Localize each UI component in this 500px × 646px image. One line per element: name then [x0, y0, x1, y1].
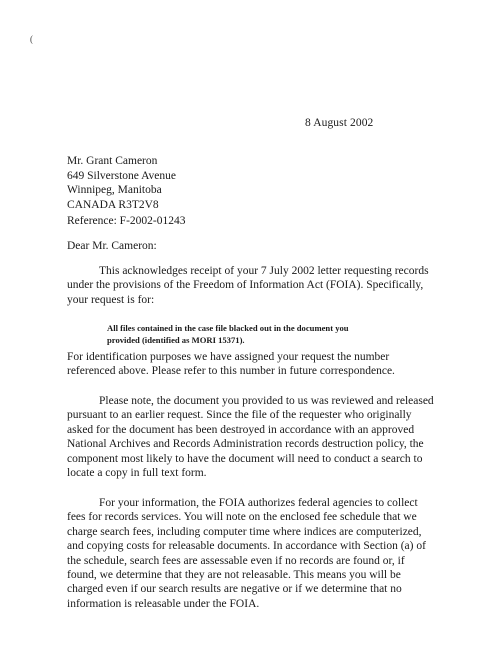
text-line: asked for the document has been destroyed in accordance with an approved — [67, 423, 415, 436]
text-line: your request is for: — [67, 293, 155, 306]
text-line: and copying costs for releasable documents. In accordance with Section (a) of — [67, 540, 426, 553]
request-quote — [107, 322, 407, 346]
paragraph-identification — [67, 350, 442, 379]
recipient-name: Mr. Grant Cameron — [67, 155, 158, 167]
text-line: For identification purposes we have assigned your request the number — [67, 351, 390, 363]
text-line: National Archives and Records Administration records destruction policy, the — [67, 438, 424, 451]
text-line: locate a copy in full text form. — [67, 467, 207, 480]
text-line: pursuant to an earlier request. Since the file of the requester who originally — [67, 409, 412, 422]
text-line: For your information, the FOIA authorizes federal agencies to collect — [99, 497, 418, 509]
text-line: information is releasable under the FOIA. — [67, 597, 260, 610]
recipient-country: CANADA R3T2V8 — [67, 198, 159, 211]
recipient-address — [67, 154, 176, 212]
text-line: Please note, the document you provided to us was reviewed and released — [99, 395, 434, 407]
letter-date: 8 August 2002 — [305, 117, 374, 129]
text-line: charge search fees, including computer time where indices are computerized, — [67, 525, 422, 538]
text-line: the schedule, search fees are assessable even if no records are found or, if — [67, 554, 405, 567]
text-line: found, we determine that they are not releasable. This means you will be — [67, 569, 401, 582]
text-line: under the provisions of the Freedom of Information Act (FOIA). Specifically, — [67, 279, 424, 292]
text-line: charged even if our search results are negative or if we determine that no — [67, 583, 402, 596]
quote-line: provided (identified as MORI 15371). — [107, 335, 245, 345]
text-line: component most likely to have the document will need to conduct a search to — [67, 452, 423, 465]
corner-mark: ( — [30, 34, 33, 44]
paragraph-fees — [67, 496, 442, 611]
quote-line: All files contained in the case file blacked out in the document you — [107, 323, 349, 333]
text-line: fees for records services. You will note on the enclosed fee schedule that we — [67, 511, 417, 524]
text-line: This acknowledges receipt of your 7 July 2002 letter requesting records — [99, 265, 429, 277]
recipient-street: 649 Silverstone Avenue — [67, 169, 177, 182]
paragraph-document-note — [67, 394, 442, 480]
recipient-city: Winnipeg, Manitoba — [67, 184, 162, 196]
reference-line: Reference: F-2002-01243 — [67, 215, 186, 227]
paragraph-acknowledgement — [67, 264, 442, 307]
salutation: Dear Mr. Cameron: — [67, 240, 157, 252]
text-line: referenced above. Please refer to this number in future correspondence. — [67, 365, 395, 378]
